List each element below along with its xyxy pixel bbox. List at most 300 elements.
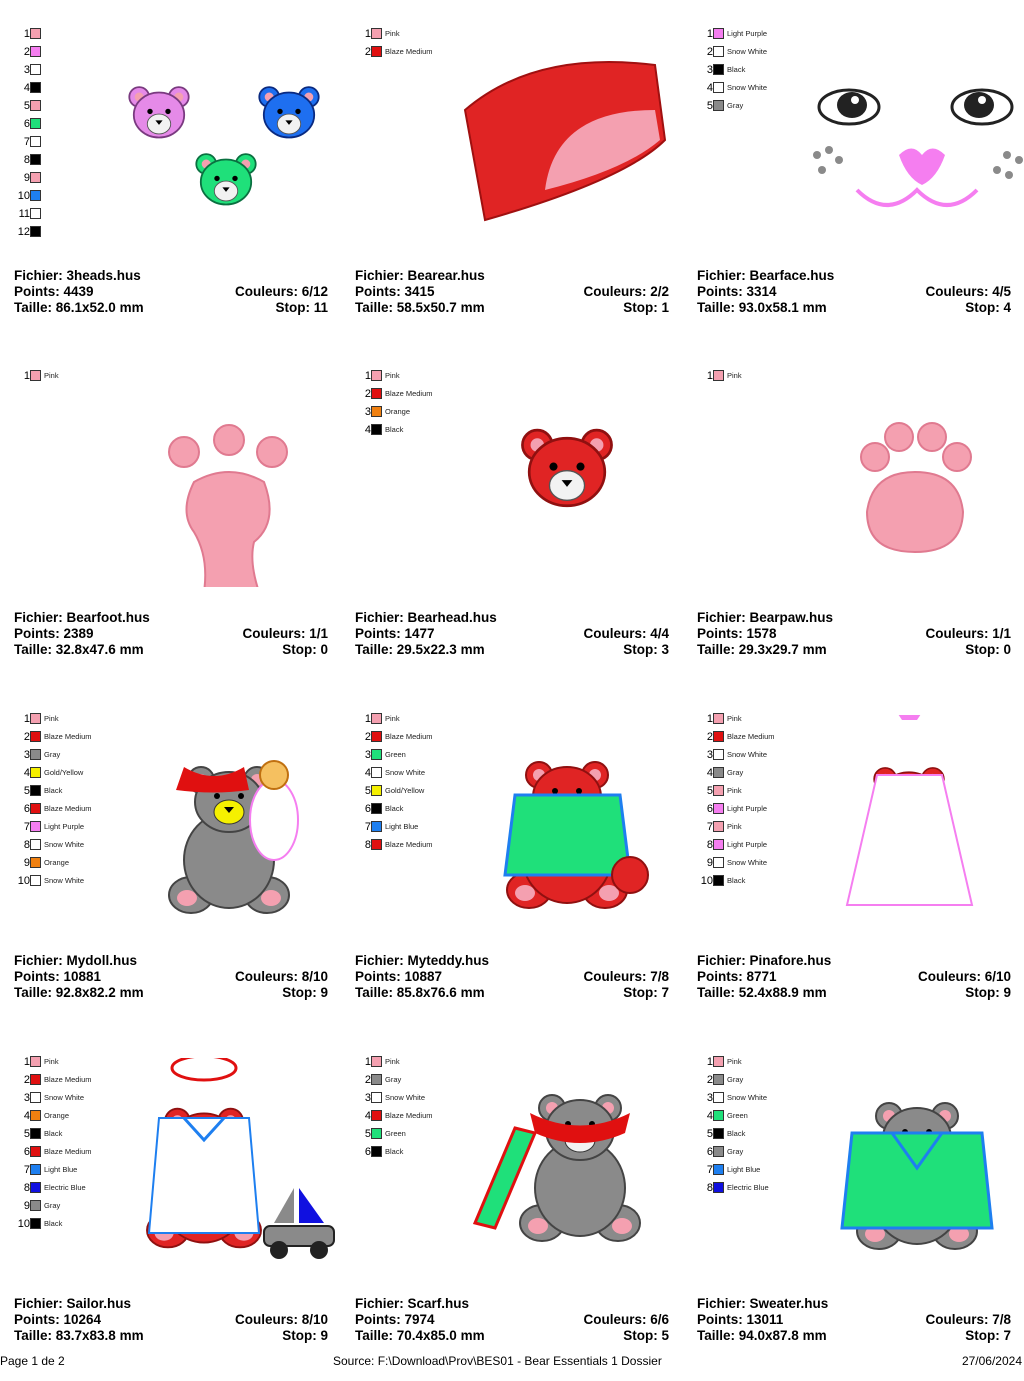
color-swatch [30, 1074, 41, 1085]
color-swatch [713, 839, 724, 850]
design-card [355, 1038, 695, 1381]
color-swatch [713, 1074, 724, 1085]
design-size: Taille: 29.5x22.3 mm [355, 642, 485, 657]
legend-number: 1 [23, 28, 30, 40]
legend-item [697, 26, 807, 44]
legend-number: 4 [364, 424, 371, 436]
thread-name: Electric Blue [727, 1183, 769, 1192]
legend-item [355, 26, 465, 44]
thread-name: Light Purple [727, 804, 768, 813]
color-count: Couleurs: 4/5 [925, 284, 1011, 299]
legend-number: 4 [706, 1110, 713, 1122]
legend-item [14, 134, 124, 152]
legend-number: 6 [706, 803, 713, 815]
legend-item [697, 837, 807, 855]
legend-item [14, 26, 124, 44]
legend-item [14, 224, 124, 242]
legend-item [355, 1144, 465, 1162]
thread-name: Blaze Medium [385, 47, 433, 56]
stop-count: Stop: 7 [965, 1328, 1011, 1343]
legend-item [14, 837, 124, 855]
color-swatch [30, 28, 41, 39]
thread-name: Blaze Medium [44, 1075, 92, 1084]
legend-number: 4 [364, 767, 371, 779]
legend-item [697, 98, 807, 116]
legend-item [14, 729, 124, 747]
legend-item [14, 1180, 124, 1198]
design-size: Taille: 86.1x52.0 mm [14, 300, 144, 315]
file-name: Fichier: Sweater.hus [697, 1296, 829, 1311]
legend-number: 4 [23, 767, 30, 779]
color-swatch [371, 713, 382, 724]
stop-count: Stop: 9 [282, 1328, 328, 1343]
legend-number: 7 [23, 136, 30, 148]
legend-number: 1 [706, 1056, 713, 1068]
legend-number: 9 [706, 857, 713, 869]
design-card [697, 695, 1024, 1038]
design-card [697, 352, 1024, 695]
color-count: Couleurs: 6/12 [234, 284, 328, 299]
print-date: 27/06/2024 [961, 1354, 1022, 1368]
legend-number: 6 [364, 1146, 371, 1158]
source-path: Source: F:\Download\Prov\BES01 - Bear Essentials 1 Dossier [333, 1354, 662, 1368]
thread-name: Blaze Medium [385, 1111, 433, 1120]
stitch-points: Points: 2389 [14, 626, 94, 641]
thread-name: Pink [385, 1057, 400, 1066]
thread-name: Gray [44, 1201, 61, 1210]
legend-number: 3 [706, 1092, 713, 1104]
thread-name: Pink [44, 1057, 59, 1066]
color-swatch [713, 64, 724, 75]
stop-count: Stop: 5 [623, 1328, 669, 1343]
embroidery-preview [455, 30, 685, 245]
thread-name: Light Blue [727, 1165, 761, 1174]
legend-item [14, 170, 124, 188]
stitch-points: Points: 10887 [355, 969, 443, 984]
color-swatch [713, 1092, 724, 1103]
legend-number: 2 [364, 388, 371, 400]
thread-name: Gray [727, 101, 744, 110]
color-count: Couleurs: 6/6 [583, 1312, 669, 1327]
legend-number: 7 [23, 1164, 30, 1176]
legend-number: 8 [23, 1182, 30, 1194]
design-card [355, 695, 695, 1038]
color-swatch [713, 821, 724, 832]
legend-number: 2 [706, 1074, 713, 1086]
color-swatch [713, 46, 724, 57]
thread-name: Black [385, 1147, 404, 1156]
legend-number: 1 [23, 1056, 30, 1068]
thread-name: Snow White [44, 876, 85, 885]
color-swatch [713, 767, 724, 778]
design-info [355, 953, 669, 1001]
embroidery-preview [797, 715, 1024, 930]
design-info [697, 953, 1011, 1001]
design-size: Taille: 29.3x29.7 mm [697, 642, 827, 657]
design-info [14, 953, 328, 1001]
thread-name: Gold/Yellow [44, 768, 84, 777]
thread-name: Black [727, 1129, 746, 1138]
thread-name: Light Purple [727, 840, 768, 849]
embroidery-preview [114, 372, 344, 587]
color-swatch [371, 424, 382, 435]
legend-number: 8 [364, 839, 371, 851]
legend-number: 9 [23, 172, 30, 184]
stop-count: Stop: 9 [282, 985, 328, 1000]
file-name: Fichier: Pinafore.hus [697, 953, 832, 968]
thread-name: Blaze Medium [44, 1147, 92, 1156]
legend-number: 2 [23, 1074, 30, 1086]
color-swatch [713, 100, 724, 111]
legend-number: 10 [700, 875, 713, 887]
legend-number: 1 [364, 28, 371, 40]
legend-item [697, 1090, 807, 1108]
design-info [355, 610, 669, 658]
legend-number: 4 [706, 82, 713, 94]
legend-item [355, 386, 465, 404]
thread-name: Light Blue [44, 1165, 78, 1174]
thread-name: Pink [385, 29, 400, 38]
legend-item [697, 1180, 807, 1198]
legend-number: 1 [23, 370, 30, 382]
thread-name: Blaze Medium [727, 732, 775, 741]
color-swatch [30, 1110, 41, 1121]
color-swatch [30, 172, 41, 183]
design-size: Taille: 93.0x58.1 mm [697, 300, 827, 315]
legend-item [14, 1072, 124, 1090]
page-number: Page 1 de 2 [0, 1354, 65, 1368]
thread-name: Snow White [727, 47, 768, 56]
thread-name: Gray [727, 1075, 744, 1084]
legend-item [355, 765, 465, 783]
thread-name: Blaze Medium [44, 732, 92, 741]
design-size: Taille: 83.7x83.8 mm [14, 1328, 144, 1343]
design-size: Taille: 85.8x76.6 mm [355, 985, 485, 1000]
legend-number: 6 [364, 803, 371, 815]
legend-number: 8 [23, 839, 30, 851]
design-card [14, 352, 354, 695]
color-swatch [30, 857, 41, 868]
color-swatch [30, 1092, 41, 1103]
color-count: Couleurs: 8/10 [234, 1312, 328, 1327]
legend-item [697, 1054, 807, 1072]
color-swatch [371, 1110, 382, 1121]
design-card [355, 352, 695, 695]
legend-item [14, 62, 124, 80]
stitch-points: Points: 10881 [14, 969, 102, 984]
design-info [355, 1296, 669, 1344]
legend-item [14, 1144, 124, 1162]
legend-item [355, 837, 465, 855]
design-size: Taille: 52.4x88.9 mm [697, 985, 827, 1000]
legend-number: 10 [17, 190, 30, 202]
file-name: Fichier: Sailor.hus [14, 1296, 132, 1311]
thread-name: Snow White [727, 750, 768, 759]
file-name: Fichier: Bearpaw.hus [697, 610, 834, 625]
legend-number: 5 [706, 785, 713, 797]
color-swatch [30, 100, 41, 111]
legend-item [697, 711, 807, 729]
legend-item [14, 1090, 124, 1108]
legend-number: 1 [706, 28, 713, 40]
legend-item [355, 44, 465, 62]
embroidery-preview [797, 1058, 1024, 1273]
color-swatch [713, 1110, 724, 1121]
thread-name: Pink [727, 822, 742, 831]
stop-count: Stop: 11 [275, 300, 328, 315]
embroidery-preview [114, 1058, 344, 1273]
legend-item [14, 1216, 124, 1234]
color-swatch [30, 1146, 41, 1157]
thread-name: Blaze Medium [44, 804, 92, 813]
thread-name: Snow White [727, 83, 768, 92]
design-card [14, 10, 354, 353]
legend-item [14, 801, 124, 819]
stitch-points: Points: 8771 [697, 969, 777, 984]
thread-name: Orange [44, 858, 70, 867]
embroidery-preview [114, 30, 344, 245]
thread-name: Black [385, 425, 404, 434]
legend-item [14, 80, 124, 98]
legend-number: 6 [23, 1146, 30, 1158]
thread-name: Snow White [44, 840, 85, 849]
design-info [14, 268, 328, 316]
legend-number: 7 [706, 821, 713, 833]
color-swatch [713, 803, 724, 814]
design-size: Taille: 58.5x50.7 mm [355, 300, 485, 315]
color-swatch [371, 406, 382, 417]
file-name: Fichier: Scarf.hus [355, 1296, 470, 1311]
thread-name: Pink [385, 371, 400, 380]
embroidery-preview [114, 715, 344, 930]
legend-item [355, 1054, 465, 1072]
legend-item [14, 747, 124, 765]
color-count: Couleurs: 6/10 [917, 969, 1011, 984]
thread-name: Electric Blue [44, 1183, 86, 1192]
stop-count: Stop: 0 [282, 642, 328, 657]
design-card [355, 10, 695, 353]
legend-number: 6 [23, 118, 30, 130]
legend-number: 5 [364, 1128, 371, 1140]
design-size: Taille: 94.0x87.8 mm [697, 1328, 827, 1343]
stop-count: Stop: 1 [623, 300, 669, 315]
legend-number: 2 [706, 731, 713, 743]
legend-item [355, 711, 465, 729]
embroidery-preview [455, 715, 685, 930]
legend-number: 8 [23, 154, 30, 166]
legend-number: 5 [23, 100, 30, 112]
color-swatch [371, 839, 382, 850]
legend-number: 3 [23, 64, 30, 76]
color-swatch [371, 1074, 382, 1085]
file-name: Fichier: Mydoll.hus [14, 953, 138, 968]
legend-item [697, 765, 807, 783]
stitch-points: Points: 13011 [697, 1312, 784, 1327]
thread-name: Gold/Yellow [385, 786, 425, 795]
color-swatch [30, 136, 41, 147]
file-name: Fichier: Bearface.hus [697, 268, 835, 283]
color-swatch [30, 1182, 41, 1193]
design-info [14, 1296, 328, 1344]
color-swatch [371, 46, 382, 57]
color-swatch [713, 731, 724, 742]
color-count: Couleurs: 4/4 [583, 626, 669, 641]
legend-item [14, 855, 124, 873]
legend-number: 2 [364, 1074, 371, 1086]
legend-number: 5 [706, 100, 713, 112]
legend-item [697, 819, 807, 837]
legend-number: 1 [364, 713, 371, 725]
color-swatch [30, 839, 41, 850]
legend-number: 7 [364, 821, 371, 833]
legend-number: 2 [23, 731, 30, 743]
color-swatch [30, 749, 41, 760]
legend-number: 3 [23, 1092, 30, 1104]
stitch-points: Points: 1578 [697, 626, 777, 641]
color-swatch [30, 208, 41, 219]
legend-item [14, 873, 124, 891]
thread-name: Light Purple [727, 29, 768, 38]
legend-number: 10 [17, 875, 30, 887]
stop-count: Stop: 4 [965, 300, 1011, 315]
color-swatch [371, 28, 382, 39]
color-swatch [30, 713, 41, 724]
legend-number: 8 [706, 839, 713, 851]
legend-item [355, 729, 465, 747]
color-swatch [371, 767, 382, 778]
color-swatch [713, 1146, 724, 1157]
embroidery-preview [455, 372, 685, 587]
color-swatch [371, 749, 382, 760]
color-swatch [713, 875, 724, 886]
color-count: Couleurs: 1/1 [242, 626, 328, 641]
legend-number: 1 [364, 1056, 371, 1068]
color-count: Couleurs: 8/10 [234, 969, 328, 984]
color-swatch [371, 1128, 382, 1139]
legend-item [14, 1126, 124, 1144]
legend-item [14, 1054, 124, 1072]
legend-item [14, 98, 124, 116]
legend-number: 3 [706, 749, 713, 761]
color-swatch [30, 1200, 41, 1211]
thread-name: Black [44, 1219, 63, 1228]
thread-name: Pink [385, 714, 400, 723]
color-count: Couleurs: 1/1 [925, 626, 1011, 641]
thread-name: Pink [727, 714, 742, 723]
color-swatch [30, 1056, 41, 1067]
color-swatch [30, 64, 41, 75]
legend-number: 10 [17, 1218, 30, 1230]
thread-name: Pink [44, 371, 59, 380]
color-swatch [30, 154, 41, 165]
stitch-points: Points: 10264 [14, 1312, 102, 1327]
color-swatch [371, 1056, 382, 1067]
design-info [697, 1296, 1011, 1344]
color-swatch [30, 370, 41, 381]
design-info [14, 610, 328, 658]
stitch-points: Points: 3415 [355, 284, 435, 299]
legend-item [355, 404, 465, 422]
legend-number: 5 [23, 1128, 30, 1140]
color-count: Couleurs: 7/8 [583, 969, 669, 984]
legend-number: 5 [364, 785, 371, 797]
design-info [697, 610, 1011, 658]
color-swatch [713, 749, 724, 760]
legend-item [697, 62, 807, 80]
legend-item [697, 873, 807, 891]
design-size: Taille: 70.4x85.0 mm [355, 1328, 485, 1343]
color-swatch [371, 785, 382, 796]
legend-number: 4 [23, 82, 30, 94]
legend-number: 4 [364, 1110, 371, 1122]
color-swatch [371, 370, 382, 381]
legend-number: 5 [706, 1128, 713, 1140]
thread-name: Gray [44, 750, 61, 759]
legend-number: 1 [706, 370, 713, 382]
legend-number: 2 [23, 46, 30, 58]
thread-name: Orange [44, 1111, 70, 1120]
legend-item [697, 783, 807, 801]
legend-number: 7 [23, 821, 30, 833]
legend-item [355, 1090, 465, 1108]
color-swatch [30, 731, 41, 742]
legend-number: 4 [706, 767, 713, 779]
color-swatch [30, 1164, 41, 1175]
legend-number: 7 [706, 1164, 713, 1176]
color-swatch [30, 875, 41, 886]
stop-count: Stop: 3 [623, 642, 669, 657]
legend-number: 3 [23, 749, 30, 761]
legend-number: 3 [706, 64, 713, 76]
legend-item [697, 1108, 807, 1126]
thread-name: Pink [727, 1057, 742, 1066]
design-size: Taille: 32.8x47.6 mm [14, 642, 144, 657]
color-swatch [30, 118, 41, 129]
thread-name: Pink [44, 714, 59, 723]
legend-item [14, 152, 124, 170]
legend-item [14, 44, 124, 62]
legend-number: 1 [364, 370, 371, 382]
thread-name: Pink [727, 371, 742, 380]
design-card [697, 10, 1024, 353]
color-swatch [30, 82, 41, 93]
legend-number: 12 [17, 226, 30, 238]
stop-count: Stop: 9 [965, 985, 1011, 1000]
legend-item [697, 1072, 807, 1090]
color-swatch [713, 1164, 724, 1175]
legend-item [14, 711, 124, 729]
legend-item [14, 1162, 124, 1180]
stop-count: Stop: 7 [623, 985, 669, 1000]
legend-item [14, 819, 124, 837]
file-name: Fichier: Myteddy.hus [355, 953, 490, 968]
color-swatch [30, 821, 41, 832]
thread-name: Gray [727, 768, 744, 777]
legend-item [355, 1126, 465, 1144]
legend-number: 6 [23, 803, 30, 815]
legend-number: 2 [364, 46, 371, 58]
legend-item [355, 368, 465, 386]
legend-number: 2 [706, 46, 713, 58]
color-swatch [30, 46, 41, 57]
legend-item [355, 783, 465, 801]
thread-name: Gray [727, 1147, 744, 1156]
legend-number: 3 [364, 749, 371, 761]
thread-name: Blaze Medium [385, 389, 433, 398]
design-card [14, 1038, 354, 1381]
design-size: Taille: 92.8x82.2 mm [14, 985, 144, 1000]
thread-name: Green [385, 1129, 406, 1138]
